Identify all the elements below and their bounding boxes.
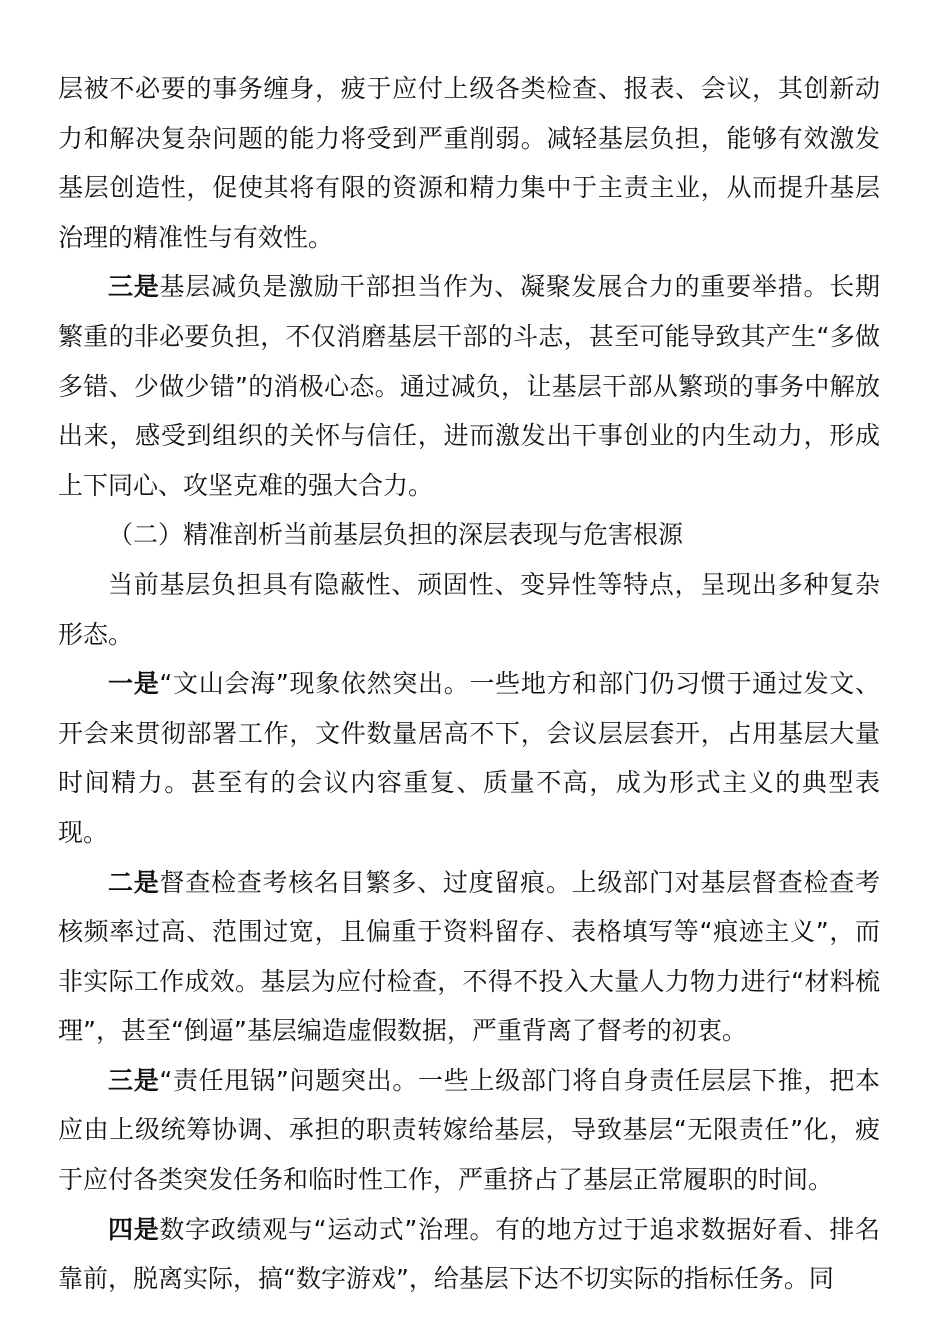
paragraph-text: 层被不必要的事务缠身，疲于应付上级各类检查、报表、会议，其创新动力和解决复杂问题的能力将受到严重削弱。减轻基层负担，能够有效激发基层创造性，促使其将有限的资源和精力集中于主责主业，从而提升基层治理的精准性与有效性。	[58, 74, 880, 252]
paragraph-text: “文山会海”现象依然突出。一些地方和部门仍习惯于通过发文、开会来贯彻部署工作，文件数量居高不下，会议层层套开，占用基层大量时间精力。甚至有的会议内容重复、质量不高，成为形式主义的典型表现。	[58, 669, 880, 847]
paragraph-point-one	[58, 659, 880, 857]
paragraph-text: 数字政绩观与“运动式”治理。有的地方过于追求数据好看、排名靠前，脱离实际，搞“数字游戏”，给基层下达不切实际的指标任务。同	[58, 1214, 880, 1294]
paragraph-point-four	[58, 1205, 880, 1304]
paragraph-text: 当前基层负担具有隐蔽性、顽固性、变异性等特点，呈现出多种复杂形态。	[58, 569, 880, 649]
paragraph-continuation	[58, 64, 880, 262]
paragraph-text: 督查检查考核名目繁多、过度留痕。上级部门对基层督查检查考核频率过高、范围过宽，且偏重于资料留存、表格填写等“痕迹主义”，而非实际工作成效。基层为应付检查，不得不投入大量人力物力进行“材料梳理”，甚至“倒逼”基层编造虚假数据，严重背离了督考的初衷。	[58, 867, 880, 1046]
document-page	[58, 64, 880, 1304]
paragraph-point-two	[58, 858, 880, 1056]
paragraph-lead: 四是	[108, 1214, 160, 1244]
paragraph-lead: 三是	[108, 272, 160, 302]
paragraph-lead: 三是	[108, 1065, 160, 1095]
paragraph-lead: 一是	[108, 669, 160, 699]
paragraph-intro	[58, 560, 880, 659]
paragraph-text: “责任甩锅”问题突出。一些上级部门将自身责任层层下推，把本应由上级统筹协调、承担的职责转嫁给基层，导致基层“无限责任”化，疲于应付各类突发任务和临时性工作，严重挤占了基层正常履职的时间。	[58, 1065, 880, 1195]
paragraph-point-three-b	[58, 1056, 880, 1205]
paragraph-point-three-a	[58, 262, 880, 510]
section-heading: （二）精准剖析当前基层负担的深层表现与危害根源	[108, 520, 684, 550]
paragraph-text: 基层减负是激励干部担当作为、凝聚发展合力的重要举措。长期繁重的非必要负担，不仅消磨基层干部的斗志，甚至可能导致其产生“多做多错、少做少错”的消极心态。通过减负，让基层干部从繁琐的事务中解放出来，感受到组织的关怀与信任，进而激发出干事创业的内生动力，形成上下同心、攻坚克难的强大合力。	[58, 272, 880, 500]
paragraph-lead: 二是	[108, 867, 160, 897]
